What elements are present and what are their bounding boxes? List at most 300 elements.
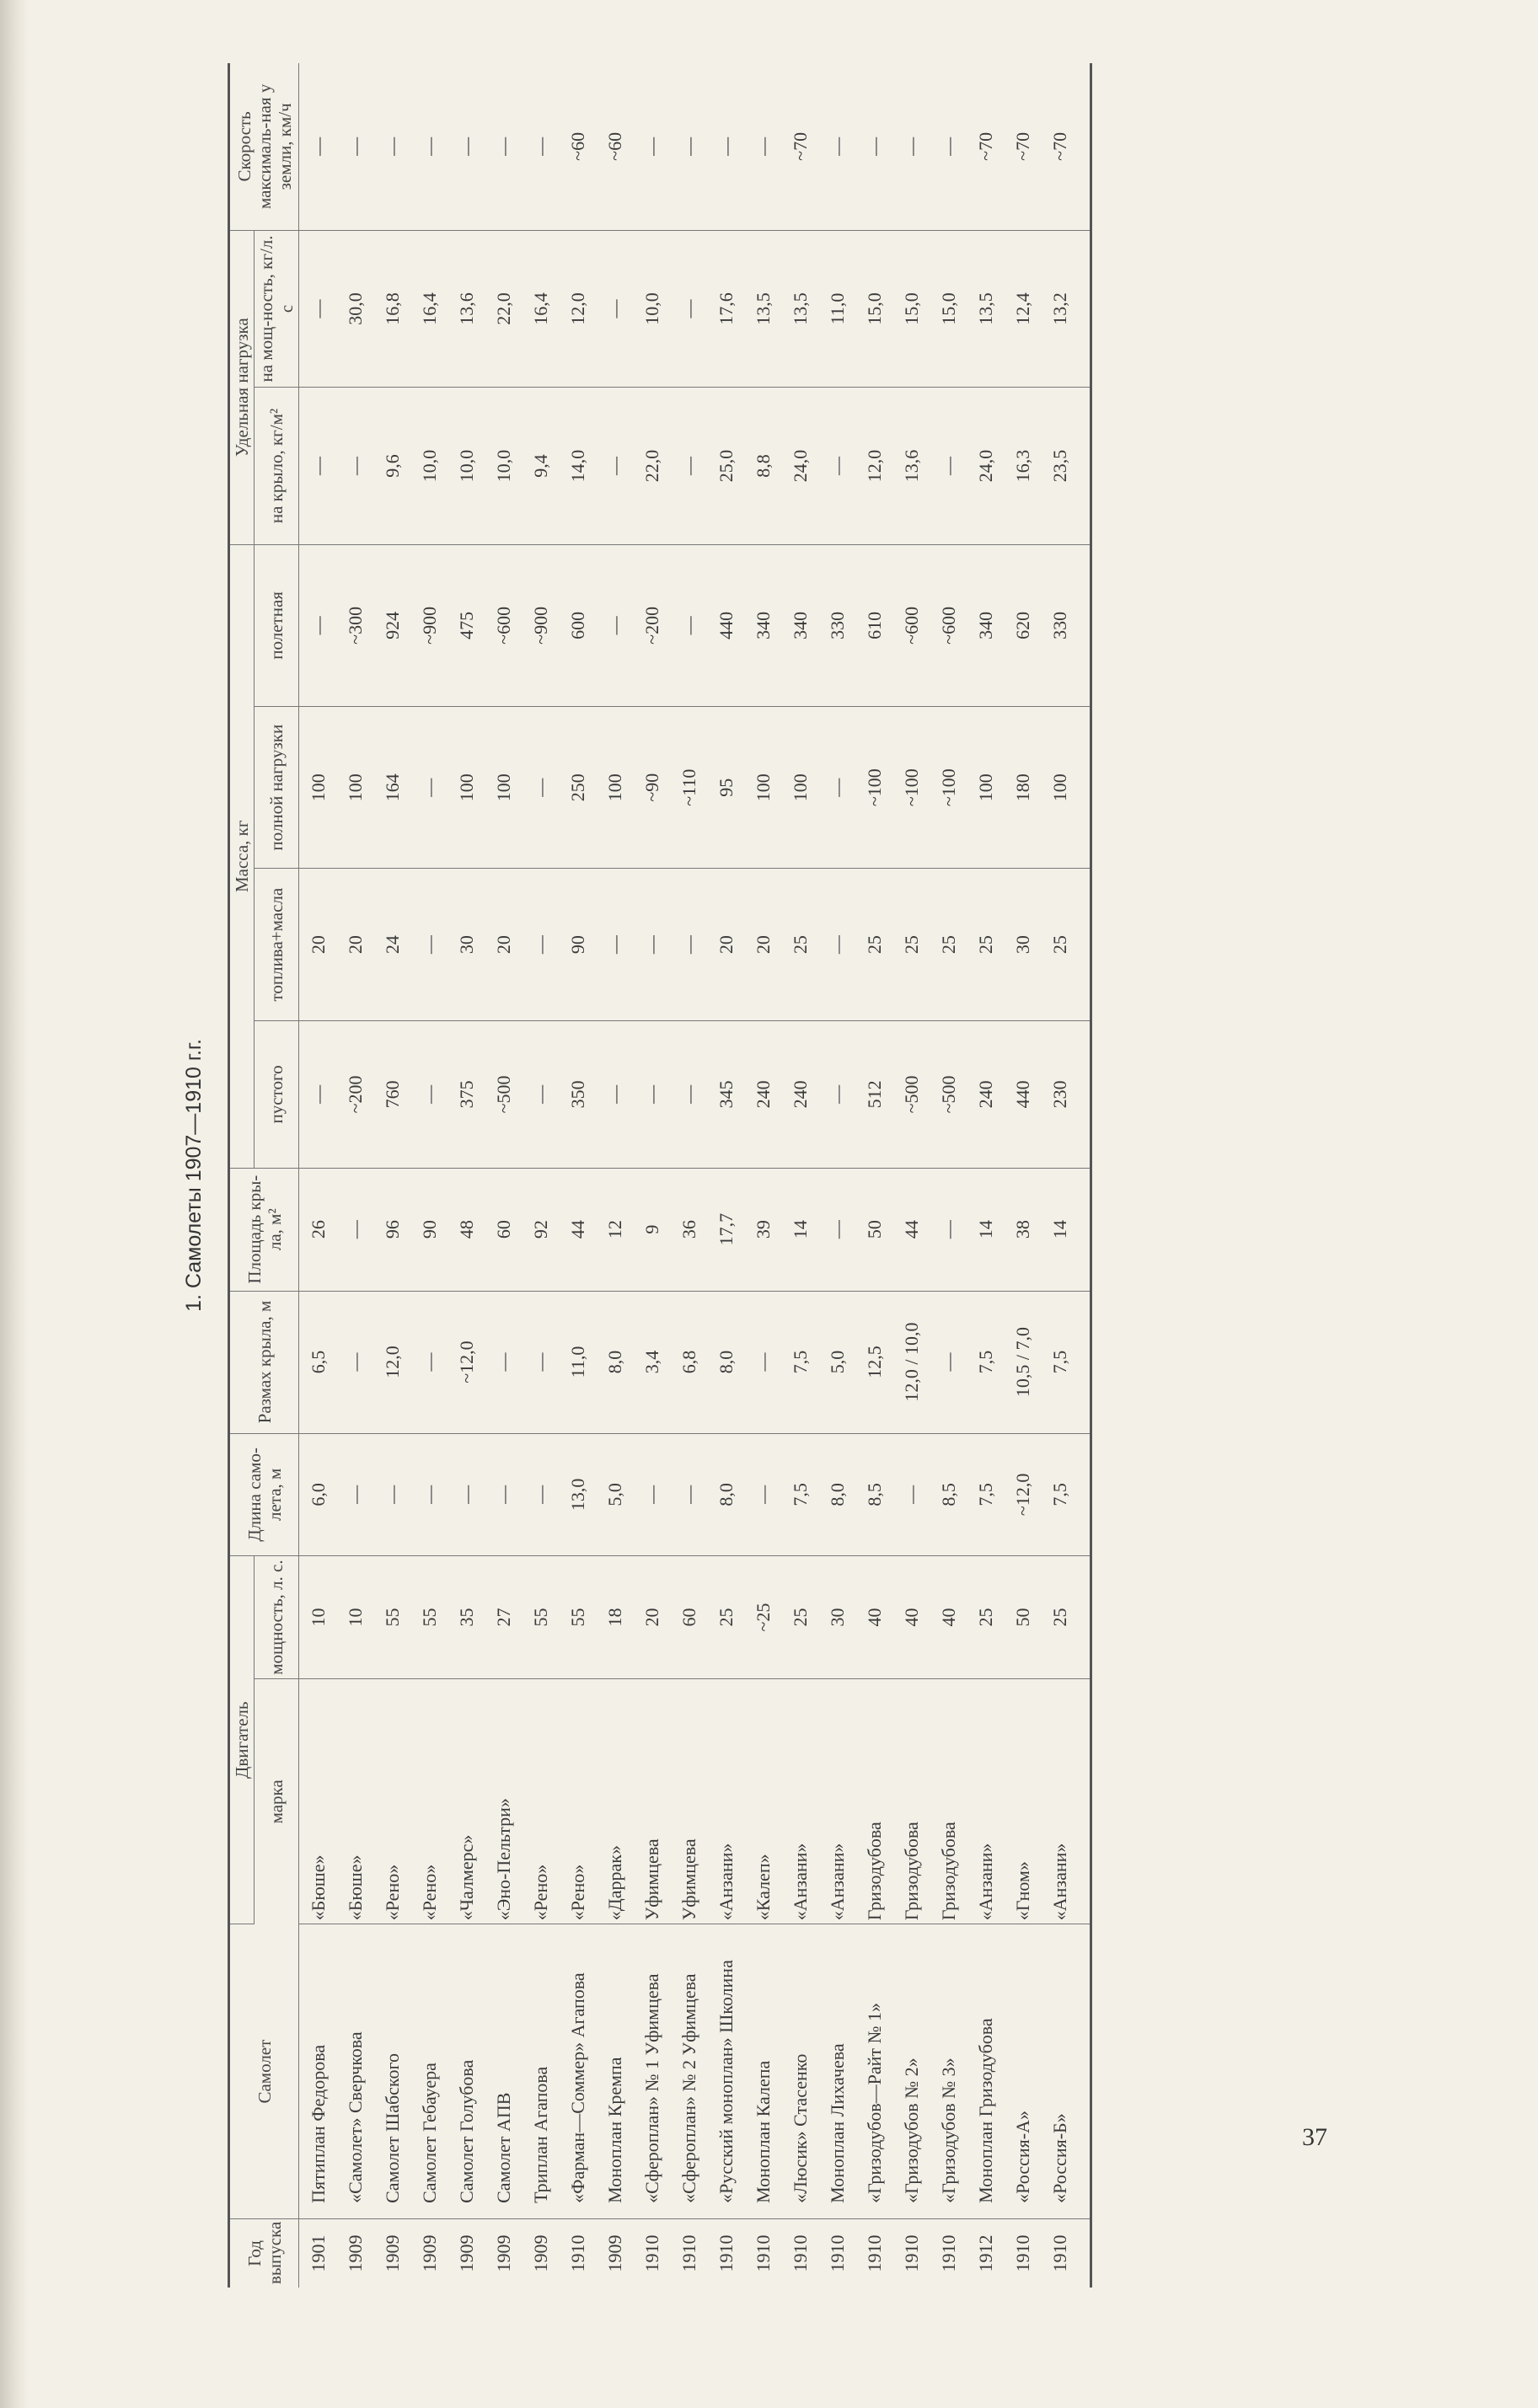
cell-flight: 620 (1010, 544, 1048, 706)
cell-brand: Уфимцева (677, 1678, 714, 1924)
cell-empty: 240 (973, 1021, 1010, 1169)
cell-empty: 230 (1048, 1021, 1091, 1169)
cell-flight: 475 (454, 544, 491, 706)
cell-flight: ~300 (343, 544, 380, 706)
cell-empty: 345 (714, 1021, 751, 1169)
cell-spec: 30,0 (343, 230, 380, 388)
cell-speed: — (528, 63, 565, 230)
cell-plane: «Гризодубов—Райт № 1» (862, 1924, 899, 2219)
cell-length: 13,0 (565, 1433, 603, 1556)
cell-spec: 15,0 (936, 230, 973, 388)
header-spec-wing: на крыло, кг/м² (255, 388, 299, 544)
cell-area: 48 (454, 1168, 491, 1291)
header-speed: Скорость максималь-ная у земли, км/ч (229, 63, 299, 230)
cell-year: 1909 (345, 2234, 367, 2272)
cell-area: 14 (1048, 1168, 1091, 1291)
cell-fuel: 25 (862, 869, 899, 1021)
cell-fuel: 25 (899, 869, 936, 1021)
cell-plane: Пятиплан Федорова (299, 1924, 344, 2219)
cell-wing: 12,0 (862, 388, 899, 544)
cell-fuel: 90 (565, 869, 603, 1021)
cell-fuel: 25 (936, 869, 973, 1021)
cell-power: 20 (640, 1556, 677, 1679)
cell-year: 1910 (827, 2234, 849, 2272)
header-mass-empty: пустого (255, 1021, 299, 1169)
cell-span: 12,5 (862, 1291, 899, 1433)
cell-year: 1909 (456, 2234, 478, 2272)
cell-length: — (640, 1433, 677, 1556)
cell-empty: — (603, 1021, 640, 1169)
cell-plane: «Гризодубов № 2» (899, 1924, 936, 2219)
cell-area: 36 (677, 1168, 714, 1291)
cell-spec: 13,5 (788, 230, 825, 388)
cell-span: — (343, 1291, 380, 1433)
table-row (1048, 63, 1091, 2288)
cell-length: ~12,0 (1010, 1433, 1048, 1556)
table-row (751, 63, 788, 2288)
table-row (825, 63, 862, 2288)
cell-payload: 100 (1048, 707, 1091, 869)
cell-plane: «Россия-Б» (1048, 1924, 1091, 2219)
cell-brand: «Калеп» (751, 1678, 788, 1924)
cell-payload: — (417, 707, 454, 869)
cell-payload: 100 (788, 707, 825, 869)
cell-power: 55 (417, 1556, 454, 1679)
cell-speed: ~70 (1048, 63, 1091, 230)
cell-flight: 340 (751, 544, 788, 706)
cell-brand: «Гном» (1010, 1678, 1048, 1924)
cell-payload: — (825, 707, 862, 869)
cell-power: 40 (899, 1556, 936, 1679)
cell-power: 50 (1010, 1556, 1048, 1679)
cell-flight: ~600 (899, 544, 936, 706)
cell-length: 7,5 (788, 1433, 825, 1556)
cell-power: 10 (299, 1556, 344, 1679)
cell-area: 60 (491, 1168, 528, 1291)
cell-empty: — (528, 1021, 565, 1169)
cell-flight: — (299, 544, 344, 706)
cell-brand: «Анзани» (714, 1678, 751, 1924)
cell-speed: ~60 (603, 63, 640, 230)
cell-length: — (417, 1433, 454, 1556)
cell-spec: 22,0 (491, 230, 528, 388)
cell-empty: — (299, 1021, 344, 1169)
cell-area: 90 (417, 1168, 454, 1291)
cell-flight: ~900 (417, 544, 454, 706)
header-year: Год выпуска (229, 2218, 299, 2288)
cell-spec: 17,6 (714, 230, 751, 388)
cell-brand: «Рено» (380, 1678, 417, 1924)
cell-flight: ~200 (640, 544, 677, 706)
cell-length: — (454, 1433, 491, 1556)
cell-spec: 10,0 (640, 230, 677, 388)
cell-speed: — (380, 63, 417, 230)
cell-plane: Моноплан Калепа (751, 1924, 788, 2219)
cell-wing: — (299, 388, 344, 544)
cell-payload: 100 (973, 707, 1010, 869)
cell-payload: ~100 (899, 707, 936, 869)
cell-speed: — (825, 63, 862, 230)
header-engine-brand: марка (255, 1678, 299, 1924)
cell-speed: — (677, 63, 714, 230)
cell-area: — (825, 1168, 862, 1291)
cell-fuel: 25 (1048, 869, 1091, 1021)
cell-span: 12,0 (380, 1291, 417, 1433)
cell-year: 1909 (493, 2234, 515, 2272)
cell-brand: «Бюше» (343, 1678, 380, 1924)
header-area: Площадь кры-ла, м² (229, 1168, 299, 1291)
cell-power: 10 (343, 1556, 380, 1679)
cell-year: 1910 (1012, 2234, 1034, 2272)
cell-area: 17,7 (714, 1168, 751, 1291)
header-span: Размах крыла, м (229, 1291, 299, 1433)
cell-fuel: 20 (491, 869, 528, 1021)
cell-empty: 440 (1010, 1021, 1048, 1169)
cell-plane: «Люсик» Стасенко (788, 1924, 825, 2219)
cell-span: — (528, 1291, 565, 1433)
cell-empty: 512 (862, 1021, 899, 1169)
cell-spec: — (677, 230, 714, 388)
cell-wing: 8,8 (751, 388, 788, 544)
header-plane: Самолет (229, 1924, 299, 2219)
cell-flight: ~600 (936, 544, 973, 706)
cell-brand: Гризодубова (862, 1678, 899, 1924)
cell-power: 40 (862, 1556, 899, 1679)
cell-spec: 15,0 (899, 230, 936, 388)
cell-spec: 12,0 (565, 230, 603, 388)
cell-span: 7,5 (788, 1291, 825, 1433)
cell-brand: «Даррак» (603, 1678, 640, 1924)
table-row (380, 63, 417, 2288)
cell-span: — (936, 1291, 973, 1433)
cell-brand: «Рено» (528, 1678, 565, 1924)
cell-length: — (751, 1433, 788, 1556)
table-row (417, 63, 454, 2288)
table-row (862, 63, 899, 2288)
cell-empty: — (677, 1021, 714, 1169)
cell-speed: — (714, 63, 751, 230)
cell-payload: 250 (565, 707, 603, 869)
cell-year: 1910 (864, 2234, 886, 2272)
cell-length: 7,5 (1048, 1433, 1091, 1556)
cell-year: 1909 (604, 2234, 626, 2272)
cell-span: 8,0 (714, 1291, 751, 1433)
cell-fuel: 30 (1010, 869, 1048, 1021)
cell-span: 6,5 (299, 1291, 344, 1433)
cell-power: 30 (825, 1556, 862, 1679)
cell-fuel: 25 (788, 869, 825, 1021)
cell-speed: ~70 (1010, 63, 1048, 230)
cell-payload: 100 (491, 707, 528, 869)
cell-plane: Моноплан Лихачева (825, 1924, 862, 2219)
cell-brand: «Рено» (565, 1678, 603, 1924)
cell-speed: — (751, 63, 788, 230)
cell-area: — (936, 1168, 973, 1291)
cell-span: ~12,0 (454, 1291, 491, 1433)
cell-empty: ~200 (343, 1021, 380, 1169)
cell-speed: — (491, 63, 528, 230)
header-engine-power: мощность, л. с. (255, 1556, 299, 1679)
cell-plane: «Гризодубов № 3» (936, 1924, 973, 2219)
cell-power: 18 (603, 1556, 640, 1679)
cell-plane: Самолет АПВ (491, 1924, 528, 2219)
cell-year: 1910 (1048, 2218, 1091, 2288)
cell-wing: 10,0 (491, 388, 528, 544)
cell-wing: 24,0 (788, 388, 825, 544)
cell-wing: 9,4 (528, 388, 565, 544)
cell-area: 92 (528, 1168, 565, 1291)
cell-year: 1909 (382, 2234, 404, 2272)
cell-area: 12 (603, 1168, 640, 1291)
cell-power: 25 (788, 1556, 825, 1679)
cell-wing: — (825, 388, 862, 544)
cell-fuel: 30 (454, 869, 491, 1021)
cell-empty: ~500 (899, 1021, 936, 1169)
cell-fuel: 24 (380, 869, 417, 1021)
cell-year: 1909 (419, 2234, 441, 2272)
table-row (899, 63, 936, 2288)
cell-span: — (491, 1291, 528, 1433)
cell-spec: 12,4 (1010, 230, 1048, 388)
cell-power: ~25 (751, 1556, 788, 1679)
cell-power: 40 (936, 1556, 973, 1679)
cell-empty: — (640, 1021, 677, 1169)
cell-year: 1910 (790, 2234, 812, 2272)
cell-fuel: — (640, 869, 677, 1021)
cell-length: 8,0 (714, 1433, 751, 1556)
cell-fuel: 20 (714, 869, 751, 1021)
cell-wing: 16,3 (1010, 388, 1048, 544)
cell-brand: «Анзани» (1048, 1678, 1091, 1924)
header-mass: Масса, кг (229, 544, 255, 1168)
cell-plane: «Сфероплан» № 1 Уфимцева (640, 1924, 677, 2219)
cell-area: — (343, 1168, 380, 1291)
cell-spec: 11,0 (825, 230, 862, 388)
cell-power: 35 (454, 1556, 491, 1679)
cell-area: 9 (640, 1168, 677, 1291)
table-row (491, 63, 528, 2288)
cell-wing: 25,0 (714, 388, 751, 544)
table-row (677, 63, 714, 2288)
cell-payload: ~100 (936, 707, 973, 869)
table-row (454, 63, 491, 2288)
cell-spec: — (603, 230, 640, 388)
cell-fuel: — (825, 869, 862, 1021)
cell-length: 6,0 (299, 1433, 344, 1556)
cell-plane: Самолет Шабского (380, 1924, 417, 2219)
table-row (1010, 63, 1048, 2288)
cell-spec: 13,5 (973, 230, 1010, 388)
cell-wing: — (677, 388, 714, 544)
cell-plane: «Сфероплан» № 2 Уфимцева (677, 1924, 714, 2219)
cell-fuel: 25 (973, 869, 1010, 1021)
cell-length: 7,5 (973, 1433, 1010, 1556)
cell-area: 44 (899, 1168, 936, 1291)
cell-wing: 14,0 (565, 388, 603, 544)
cell-payload: 180 (1010, 707, 1048, 869)
table-row (788, 63, 825, 2288)
cell-empty: — (417, 1021, 454, 1169)
cell-spec: 13,6 (454, 230, 491, 388)
header-specific-load: Удельная нагрузка (229, 230, 255, 544)
table-row (603, 63, 640, 2288)
cell-power: 27 (491, 1556, 528, 1679)
cell-flight: ~600 (491, 544, 528, 706)
cell-fuel: — (677, 869, 714, 1021)
cell-wing: 10,0 (417, 388, 454, 544)
cell-year: 1901 (308, 2234, 330, 2272)
table-body (299, 63, 1091, 2288)
cell-speed: ~70 (973, 63, 1010, 230)
cell-speed: ~60 (565, 63, 603, 230)
cell-area: 14 (788, 1168, 825, 1291)
cell-empty: 760 (380, 1021, 417, 1169)
cell-brand: Уфимцева (640, 1678, 677, 1924)
cell-span: 5,0 (825, 1291, 862, 1433)
cell-spec: 13,5 (751, 230, 788, 388)
cell-payload: ~100 (862, 707, 899, 869)
cell-speed: — (299, 63, 344, 230)
cell-empty: 240 (788, 1021, 825, 1169)
cell-wing: 23,5 (1048, 388, 1091, 544)
table-row (973, 63, 1010, 2288)
cell-brand: «Эно-Пельтри» (491, 1678, 528, 1924)
cell-wing: — (603, 388, 640, 544)
cell-flight: 330 (1048, 544, 1091, 706)
cell-power: 25 (973, 1556, 1010, 1679)
cell-span: — (417, 1291, 454, 1433)
cell-length: — (380, 1433, 417, 1556)
cell-flight: 924 (380, 544, 417, 706)
aircraft-table (228, 63, 1092, 2288)
header-length: Длина само-лета, м (229, 1433, 299, 1556)
cell-brand: «Бюше» (299, 1678, 344, 1924)
cell-power: 55 (565, 1556, 603, 1679)
cell-fuel: — (528, 869, 565, 1021)
cell-spec: 13,2 (1048, 230, 1091, 388)
cell-speed: — (343, 63, 380, 230)
cell-wing: — (936, 388, 973, 544)
header-spec-power: на мощ-ность, кг/л. с (255, 230, 299, 388)
header-mass-fuel: топлива+масла (255, 869, 299, 1021)
cell-payload: 164 (380, 707, 417, 869)
table-row (714, 63, 751, 2288)
cell-year: 1912 (975, 2234, 997, 2272)
cell-fuel: 20 (343, 869, 380, 1021)
table-row (343, 63, 380, 2288)
table-row (299, 63, 344, 2288)
cell-fuel: 20 (299, 869, 344, 1021)
cell-length: — (899, 1433, 936, 1556)
cell-flight: — (603, 544, 640, 706)
cell-brand: «Рено» (417, 1678, 454, 1924)
cell-payload: 100 (343, 707, 380, 869)
cell-length: 8,5 (936, 1433, 973, 1556)
cell-span: 3,4 (640, 1291, 677, 1433)
cell-fuel: — (603, 869, 640, 1021)
cell-spec: 16,8 (380, 230, 417, 388)
cell-plane: Самолет Голубова (454, 1924, 491, 2219)
cell-length: — (343, 1433, 380, 1556)
cell-flight: 340 (788, 544, 825, 706)
cell-span: 6,8 (677, 1291, 714, 1433)
cell-spec: 15,0 (862, 230, 899, 388)
header-mass-payload: полной нагрузки (255, 707, 299, 869)
cell-payload: ~90 (640, 707, 677, 869)
cell-area: 14 (973, 1168, 1010, 1291)
cell-length: 5,0 (603, 1433, 640, 1556)
cell-area: 44 (565, 1168, 603, 1291)
cell-plane: Моноплан Гризодубова (973, 1924, 1010, 2219)
cell-speed: ~70 (788, 63, 825, 230)
cell-speed: — (862, 63, 899, 230)
cell-payload: 100 (454, 707, 491, 869)
table-row (565, 63, 603, 2288)
cell-flight: 600 (565, 544, 603, 706)
cell-year: 1909 (530, 2234, 552, 2272)
cell-plane: Триплан Агапова (528, 1924, 565, 2219)
cell-spec: 16,4 (528, 230, 565, 388)
cell-flight: ~900 (528, 544, 565, 706)
cell-wing: — (343, 388, 380, 544)
cell-brand: «Чалмерс» (454, 1678, 491, 1924)
cell-length: — (677, 1433, 714, 1556)
cell-fuel: — (417, 869, 454, 1021)
book-spine-shadow (0, 0, 29, 2408)
cell-span: — (751, 1291, 788, 1433)
cell-empty: ~500 (491, 1021, 528, 1169)
table-row (528, 63, 565, 2288)
cell-year: 1910 (715, 2234, 737, 2272)
cell-plane: Самолет Гебауера (417, 1924, 454, 2219)
cell-flight: 330 (825, 544, 862, 706)
cell-flight: — (677, 544, 714, 706)
cell-empty: 350 (565, 1021, 603, 1169)
header-engine: Двигатель (229, 1556, 255, 1924)
cell-length: 8,5 (862, 1433, 899, 1556)
cell-plane: «Россия-А» (1010, 1924, 1048, 2219)
cell-year: 1910 (678, 2234, 700, 2272)
cell-flight: 610 (862, 544, 899, 706)
cell-area: 50 (862, 1168, 899, 1291)
cell-power: 25 (1048, 1556, 1091, 1679)
header-mass-flight: полетная (255, 544, 299, 706)
cell-plane: Моноплан Кремпа (603, 1924, 640, 2219)
cell-power: 60 (677, 1556, 714, 1679)
cell-payload: 95 (714, 707, 751, 869)
cell-plane: «Самолет» Сверчкова (343, 1924, 380, 2219)
cell-empty: ~500 (936, 1021, 973, 1169)
cell-span: 12,0 / 10,0 (899, 1291, 936, 1433)
cell-year: 1910 (567, 2234, 589, 2272)
cell-empty: 375 (454, 1021, 491, 1169)
cell-span: 7,5 (973, 1291, 1010, 1433)
cell-span: 7,5 (1048, 1291, 1091, 1433)
cell-year: 1910 (901, 2234, 923, 2272)
cell-spec: — (299, 230, 344, 388)
cell-brand: Гризодубова (936, 1678, 973, 1924)
cell-spec: 16,4 (417, 230, 454, 388)
cell-span: 11,0 (565, 1291, 603, 1433)
cell-wing: 10,0 (454, 388, 491, 544)
cell-power: 55 (380, 1556, 417, 1679)
cell-power: 25 (714, 1556, 751, 1679)
page-number: 37 (1302, 2123, 1327, 2151)
cell-year: 1910 (753, 2234, 774, 2272)
cell-area: 96 (380, 1168, 417, 1291)
cell-speed: — (454, 63, 491, 230)
cell-brand: «Анзани» (788, 1678, 825, 1924)
